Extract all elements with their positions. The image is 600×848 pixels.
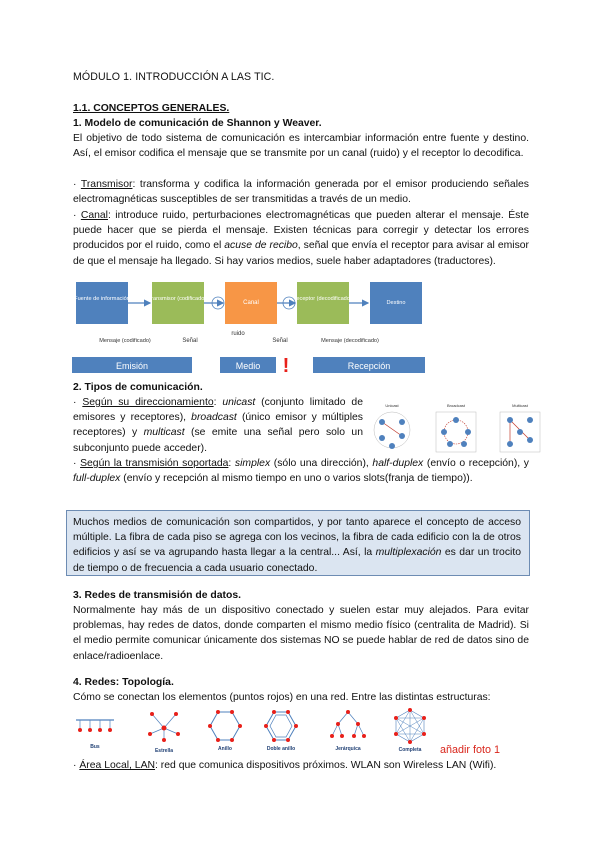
paragraph-redes-datos: Normalmente hay más de un dispositivo conectado y suelen estar muy alejados. Para evitar problemas, hay redes de datos, donde comparten el mismo medio físico (centralita de Madrid). Si el medio permite comunicar únicamente dos sistemas NO se puede hablar de red de datos sino de enlace/radioenlace. (73, 605, 529, 662)
term-acuse: acuse de recibo (224, 240, 298, 252)
label-anillo: Anillo (218, 746, 232, 752)
paragraph-canal (73, 208, 529, 269)
box-transmisor (152, 282, 204, 324)
multicast-diagram (500, 403, 540, 452)
dir-text-3: (se emite una señal pero solo un subconjunto puede acceder). (73, 427, 363, 454)
paragraph-direccionamiento (73, 395, 363, 456)
unicast-diagram (374, 403, 410, 449)
tx-text-1: (sólo una dirección), (270, 458, 373, 469)
label-receptor: Receptor (decodificador) (292, 296, 354, 302)
paragraph-intro: El objetivo de todo sistema de comunicación es intercambiar información entre fuente y destino. Así, el emisor codifica el mensaje que se transmite por un canal (ruido) y el receptor lo decodifica. (73, 133, 529, 160)
tx-text-3: (envío y recepción al mismo tiempo en uno o varios slots(franja de tiempo)). (120, 473, 473, 485)
subheading-shannon: 1. Modelo de comunicación de Shannon y Weaver. (73, 118, 322, 129)
canal-text-2: , señal que envía el receptor para avisar al emisor de que el mensaje ha llegado. Si hay varios medios, suele haber adaptadores (traductores). (73, 240, 530, 267)
broadcast-diagram (436, 403, 476, 452)
term-simplex: simplex (234, 458, 271, 469)
term-broadcast: broadcast (191, 412, 237, 424)
term-full-duplex: full-duplex (73, 473, 121, 485)
callout-text-1: Muchos medios de comunicación son compartidos, y por tanto aparece el concepto de acceso múltiple. La fibra de cada piso se agrega con los vecinos, la fibra de cada edificio con la de otros edificios y así se va agrupando hasta llegar a la central... Así, la (73, 517, 521, 559)
broadcast-label: Broadcast (446, 403, 466, 408)
label-fuente: Fuente de información (74, 296, 130, 302)
dir-text-1: (conjunto limitado de emisores y receptores), (73, 397, 363, 424)
box-receptor (297, 282, 349, 324)
topology-diagrams (70, 706, 450, 758)
callout-multiplexacion (66, 510, 530, 576)
bullet: · (73, 397, 83, 408)
heading-redes-datos: 3. Redes de transmisión de datos. (73, 590, 242, 601)
label-bus: Bus (90, 744, 100, 750)
term-direccionamiento: Según su direccionamiento (82, 397, 214, 408)
heading-tipos: 2. Tipos de comunicación. (73, 382, 203, 393)
transmisor-text: : transforma y codifica la información generada por el emisor produciendo señales electromagnéticas susceptibles de ser transmitidas a través de un medio. (73, 179, 529, 206)
term-multicast: multicast (143, 427, 185, 439)
label-mensaje-codificado: Mensaje (codificado) (99, 338, 151, 344)
topology-double-ring (264, 710, 298, 752)
bullet: · (73, 760, 80, 771)
shannon-weaver-diagram (70, 278, 434, 376)
bullet: · (73, 179, 81, 190)
topology-bus (76, 720, 114, 750)
topology-complete (394, 708, 426, 753)
paragraph-lan (73, 758, 529, 773)
label-senal-2: Señal (272, 338, 288, 344)
colon: : (213, 397, 223, 408)
term-canal: Canal (80, 210, 108, 221)
paragraph-topologia: Cómo se conectan los elementos (puntos rojos) en una red. Entre las distintas estructuras: (73, 692, 491, 703)
section-heading-conceptos: 1.1. CONCEPTOS GENERALES. (73, 103, 230, 114)
topology-hierarchical (330, 710, 366, 752)
bullet: · (73, 458, 81, 469)
note-anadir-foto: añadir foto 1 (440, 744, 501, 756)
label-destino: Destino (386, 300, 406, 306)
box-fuente (76, 282, 128, 324)
label-medio: Medio (235, 361, 261, 371)
label-completa: Completa (398, 747, 422, 753)
lan-text: : red que comunica dispositivos próximos. WLAN son Wireless LAN (Wifi). (155, 760, 497, 771)
label-recepcion: Recepción (347, 361, 391, 371)
label-mensaje-decodificado: Mensaje (decodificado) (321, 338, 379, 344)
label-canal: Canal (243, 300, 259, 306)
label-ruido: ruido (231, 331, 245, 337)
module-title: MÓDULO 1. INTRODUCCIÓN A LAS TIC. (73, 71, 275, 83)
tx-text-2: (envío o recepción), y (423, 458, 529, 469)
multicast-label: Multicast (512, 403, 528, 408)
term-transmisor: Transmisor (80, 179, 133, 190)
canal-text-1: : introduce ruido, perturbaciones electromagnéticas que pueden alterar el mensaje. Éste puede hacer que se pierda el mensaje. Existen técnicas para corregir y detectar los errores producidos por el ruido, como el (73, 210, 529, 252)
term-multiplexacion: multiplexación (375, 547, 442, 559)
label-jerarquica: Jerárquica (335, 746, 361, 752)
term-lan: Área Local, LAN (79, 760, 156, 771)
topology-star (148, 712, 180, 754)
callout-text-2: es dar un trocito de tiempo o de frecuencia a cada usuario conectado. (73, 547, 521, 574)
paragraph-transmisor (73, 177, 529, 207)
term-unicast: unicast (222, 397, 256, 408)
label-estrella: Estrella (154, 748, 174, 754)
term-transmision: Según la transmisión soportada (80, 458, 229, 469)
topology-ring (208, 710, 242, 752)
label-doble-anillo: Doble anillo (266, 746, 296, 752)
paragraph-transmision (73, 456, 529, 486)
cast-diagrams (370, 400, 542, 458)
heading-topologia: 4. Redes: Topología. (73, 677, 174, 688)
term-half-duplex: half-duplex (372, 458, 424, 469)
colon: : (228, 458, 235, 469)
label-senal-1: Señal (182, 338, 198, 344)
bullet: · (73, 210, 81, 221)
label-emision: Emisión (115, 361, 149, 371)
label-transmisor: Transmisor (codificador) (147, 296, 209, 302)
exclamation-mark: ! (282, 355, 290, 376)
dir-text-2: (único emisor y múltiples receptores) y (73, 412, 363, 439)
unicast-label: Unicast (385, 403, 399, 408)
